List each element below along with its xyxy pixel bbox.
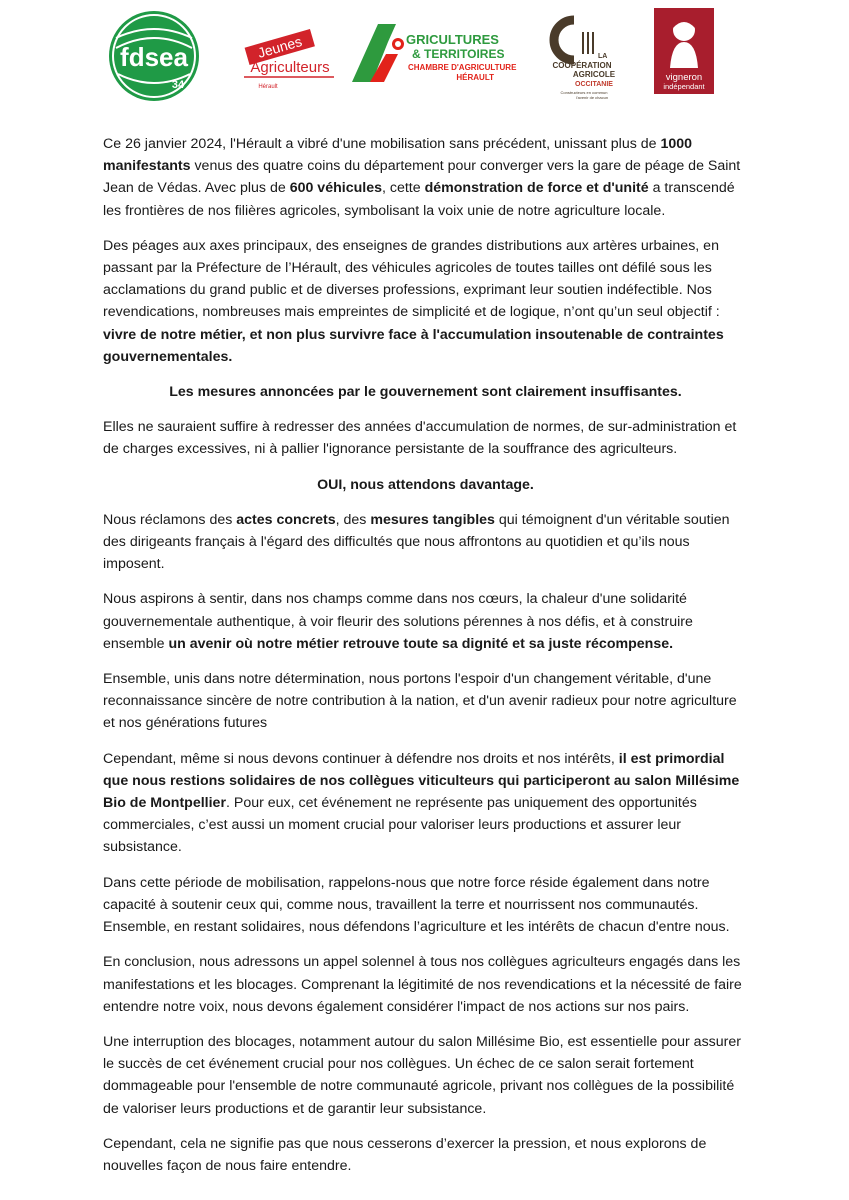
paragraph-7: Nous aspirons à sentir, dans nos champs comme dans nos cœurs, la chaleur d'une solidarité gouvernementale authentique, à voir fleurir des solutions pérennes à nos défis, et à construire ensemble un avenir où notre métier retrouve toute sa dignité et sa juste récompense. <box>103 591 693 652</box>
vigneron-logo-line1: vigneron <box>665 72 703 83</box>
paragraph-12: Une interruption des blocages, notamment autour du salon Millésime Bio, est essentielle pour assurer le succès de cet événement crucial pour nos collègues. Un échec de ce salon serait fortement dommageable pour l'ensemble de notre communauté agricole, privant nos collègues de la possibilité de valoriser leurs productions et de garantir leur subsistance. <box>103 1033 741 1117</box>
paragraph-9: Cependant, même si nous devons continuer à défendre nos droits et nos intérêts, il est primordial que nous restions solidaires de nos collègues viticulteurs qui participeront au salon Millésime Bio de Montpellier. Pour eux, cet événement ne représente pas uniquement des opportunités commerciales, c’est aussi un moment crucial pour valoriser leurs productions et assurer leur subsistance. <box>103 750 740 856</box>
paragraph-2: Des péages aux axes principaux, des enseignes de grandes distributions aux artères urbaines, en passant par la Préfecture de l’Hérault, des véhicules agricoles de toutes tailles ont défilé sous les acclamations du grand public et de diverses professions, exprimant leur soutien indéfectible. Nos revendications, nombreuses mais empreintes de simplicité et de logique, n’ont qu’un seul objectif : vivre de notre métier, et non plus survivre face à l'accumulation insoutenable de contraintes gouvernementales. <box>103 237 724 365</box>
letter-body <box>103 133 748 1190</box>
chambre-logo-line2: & TERRITOIRES <box>412 47 505 61</box>
paragraph-8: Ensemble, unis dans notre détermination, nous portons l'espoir d'un changement véritable, d'une reconnaissance sincère de notre contribution à la nation, et d'un avenir radieux pour notre agriculture et nos générations futures <box>103 671 737 732</box>
chambre-logo-line1: GRICULTURES <box>406 32 499 47</box>
coop-logo-line2: COOPÉRATION <box>552 61 612 70</box>
paragraph-13: Cependant, cela ne signifie pas que nous cesserons d’exercer la pression, et nous explorons de nouvelles façon de nous faire entendre. <box>103 1135 707 1174</box>
ja-logo-line2: Agriculteurs <box>250 59 330 76</box>
vigneron-logo-line2: indépendant <box>663 82 705 91</box>
chambre-logo-line4: HÉRAULT <box>456 73 494 82</box>
paragraph-5-headline: OUI, nous attendons davantage. <box>317 476 534 493</box>
paragraph-11: En conclusion, nous adressons un appel solennel à tous nos collègues agriculteurs engagés dans les manifestations et les blocages. Comprenant la légitimité de nos revendications et la nécessité de faire entendre notre voix, nous devons également considérer l'impact de nos actions sur nos pairs. <box>103 954 742 1015</box>
chambre-agriculture-logo <box>348 18 517 90</box>
cooperation-agricole-logo <box>538 10 628 104</box>
coop-logo-line3: AGRICOLE <box>572 70 616 79</box>
paragraph-4: Elles ne sauraient suffire à redresser des années d'accumulation de normes, de sur-administration et de charges excessives, ni à pallier l'ignorance persistante de la souffrance des agriculteurs. <box>103 419 737 458</box>
ja-logo-region: Hérault <box>258 84 278 90</box>
vigneron-independant-logo <box>654 8 714 94</box>
paragraph-6: Nous réclamons des actes concrets, des mesures tangibles qui témoignent d'un véritable soutien des dirigeants français à l'égard des difficultés que nous affrontons au quotidien et qu’ils nous imposent. <box>103 511 730 573</box>
coop-logo-tagline1: Constructeurs en commun <box>560 90 608 95</box>
paragraph-3-headline: Les mesures annoncées par le gouvernement sont clairement insuffisantes. <box>169 384 682 401</box>
fdsea-logo <box>106 8 202 104</box>
coop-logo-line1: LA <box>598 53 608 60</box>
fdsea-logo-number: 34 <box>171 79 185 91</box>
ja-logo-line1: Jeunes <box>255 33 304 61</box>
coop-logo-tagline2: l'avenir de chacun <box>575 95 609 100</box>
logo-bar <box>100 6 740 106</box>
coop-logo-line4: OCCITANIE <box>575 81 613 88</box>
chambre-logo-line3: CHAMBRE D'AGRICULTURE <box>408 63 517 72</box>
paragraph-1: Ce 26 janvier 2024, l'Hérault a vibré d'une mobilisation sans précédent, unissant plus de 1000 manifestants venus des quatre coins du département pour converger vers la gare de péage de Saint Jean de Védas. Avec plus de 600 véhicules, cette démonstration de force et d'unité a transcendé les frontières de nos filières agricoles, symbolisant la voix unie de notre agriculture locale. <box>103 136 741 219</box>
paragraph-10: Dans cette période de mobilisation, rappelons-nous que notre force réside également dans notre capacité à soutenir ceux qui, comme nous, travaillent la terre et nourrissent nos communautés. Ensemble, en restant solidaires, nous défendons l’agriculture et les intérêts de chacun d'entre nous. <box>103 874 730 936</box>
fdsea-logo-name: fdsea <box>120 42 188 72</box>
jeunes-agriculteurs-logo <box>238 14 338 94</box>
